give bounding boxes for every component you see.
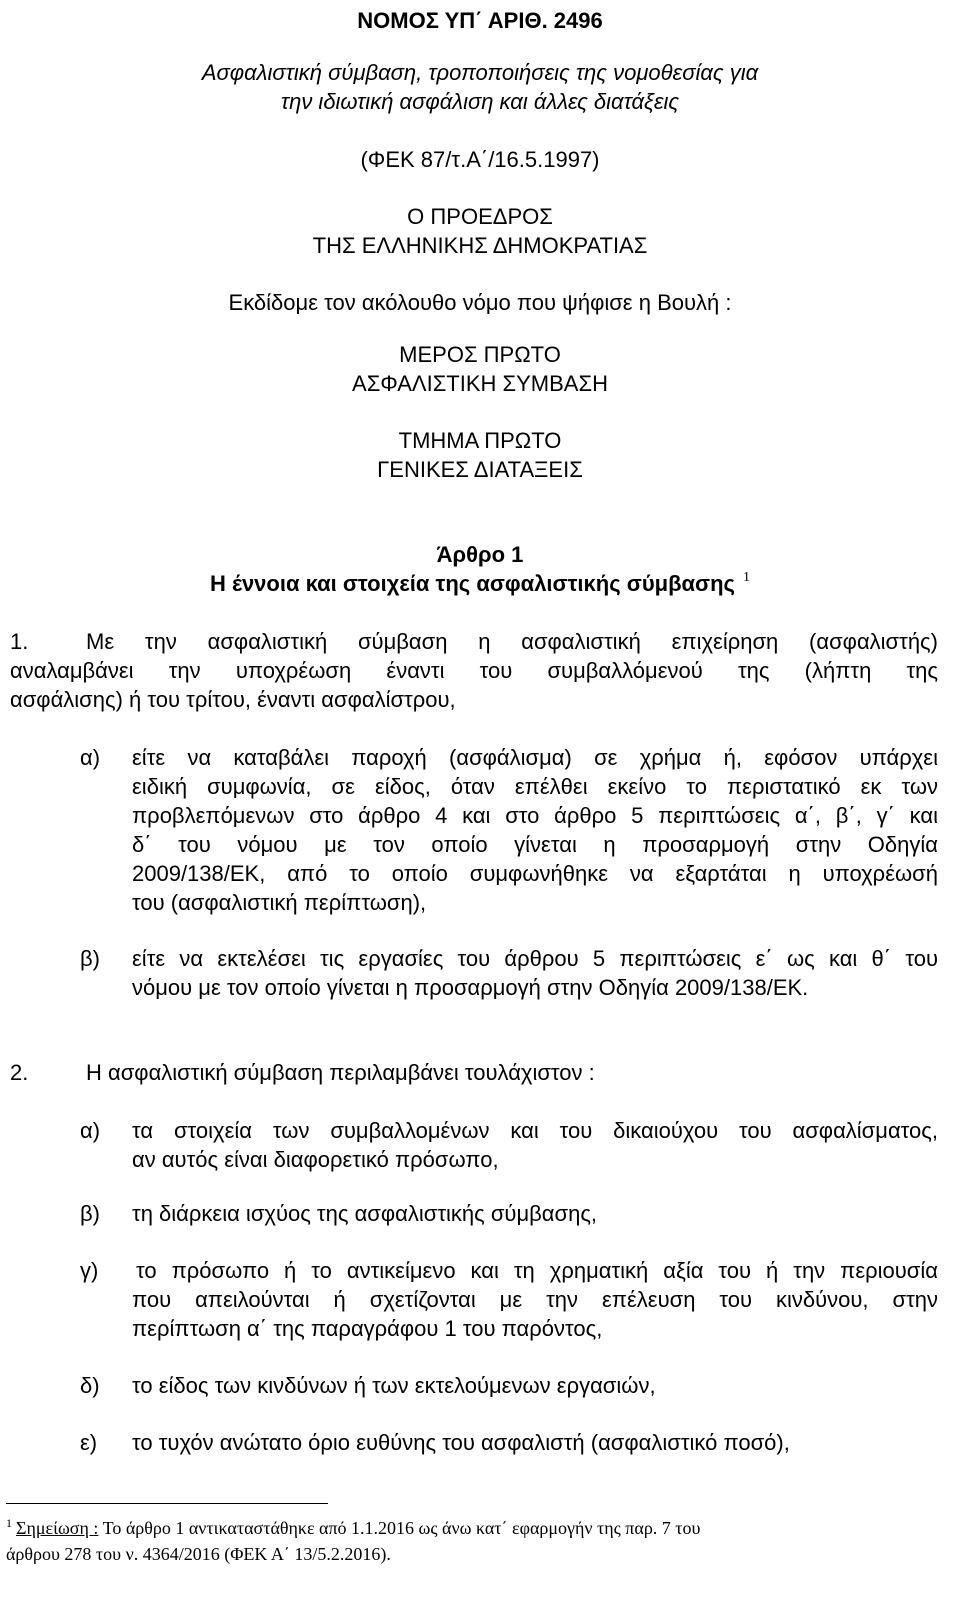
president-line1: Ο ΠΡΟΕΔΡΟΣ — [407, 204, 553, 229]
paragraph1-line1 — [10, 627, 938, 656]
p2-item-b-label: β) — [80, 1201, 100, 1226]
section-title-line1: ΤΜΗΜΑ ΠΡΩΤΟ — [398, 428, 562, 453]
paragraph2-intro: Η ασφαλιστική σύμβαση περιλαμβάνει τουλάχιστον : — [86, 1060, 595, 1085]
item-a-line5: 2009/138/ΕΚ, από το οποίο συμφωνήθηκε να εξαρτάται η υποχρέωσή — [132, 861, 938, 886]
part-title-line2: ΑΣΦΑΛΙΣΤΙΚΗ ΣΥΜΒΑΣΗ — [352, 371, 608, 396]
president-line2: ΤΗΣ ΕΛΛΗΝΙΚΗΣ ΔΗΜΟΚΡΑΤΙΑΣ — [312, 233, 648, 258]
item-a-line1: είτε να καταβάλει παροχή (ασφάλισμα) σε χρήμα ή, εφόσον υπάρχει — [132, 745, 938, 770]
item-a-line4: δ΄ του νόμου με τον οποίο γίνεται η προσαρμογή στην Οδηγία — [132, 832, 938, 857]
p2-item-d-label: δ) — [80, 1373, 100, 1398]
paragraph1-text-line3: ασφάλισης) ή του τρίτου, έναντι ασφαλίστρου, — [10, 687, 456, 712]
item-b-line2: νόμου με τον οποίο γίνεται η προσαρμογή στην Οδηγία 2009/138/ΕΚ. — [132, 975, 809, 1000]
paragraph1-number: 1. — [10, 629, 29, 654]
p2-item-e-label: ε) — [80, 1430, 98, 1455]
item-a-label: α) — [80, 745, 101, 770]
p2-item-c-line2: που απειλούνται ή σχετίζονται με την επέλευση του κινδύνου, στην — [132, 1287, 938, 1312]
item-a-line3: προβλεπόμενων στο άρθρο 4 και στο άρθρο 5 περιπτώσεις α΄, β΄, γ΄ και — [132, 803, 938, 828]
part-title-line1: ΜΕΡΟΣ ΠΡΩΤΟ — [399, 342, 561, 367]
p2-item-c-label: γ) — [80, 1258, 99, 1283]
item-b-line1: είτε να εκτελέσει τις εργασίες του άρθρου 5 περιπτώσεις ε΄ ως και θ΄ του — [132, 946, 938, 971]
p2-item-e-line1: το τυχόν ανώτατο όριο ευθύνης του ασφαλιστή (ασφαλιστικό ποσό), — [132, 1430, 790, 1455]
article-title: Άρθρο 1 — [436, 542, 524, 567]
footnote-line2: άρθρου 278 του ν. 4364/2016 (ΦΕΚ Α΄ 13/5.2.2016). — [6, 1544, 391, 1564]
law-subtitle-line1: Ασφαλιστική σύμβαση, τροποποιήσεις της νομοθεσίας για — [201, 60, 759, 85]
gazette-reference: (ΦΕΚ 87/τ.Α΄/16.5.1997) — [360, 147, 600, 172]
law-subtitle-line2: την ιδιωτική ασφάλιση και άλλες διατάξεις — [280, 89, 680, 114]
paragraph2-number: 2. — [10, 1060, 29, 1085]
p2-item-c-line3: περίπτωση α΄ της παραγράφου 1 του παρόντος, — [132, 1316, 603, 1341]
p2-item-a-label: α) — [80, 1118, 101, 1143]
footnote-number: 1 — [6, 1516, 12, 1530]
promulgation-text: Εκδίδομε τον ακόλουθο νόμο που ψήφισε η Βουλή : — [228, 290, 732, 315]
paragraph1-text-line2: αναλαμβάνει την υποχρέωση έναντι του συμβαλλόμενού της (λήπτη της — [10, 658, 938, 683]
p2-item-b-line1: τη διάρκεια ισχύος της ασφαλιστικής σύμβασης, — [132, 1201, 598, 1226]
p2-item-a-line2: αν αυτός είναι διαφορετικό πρόσωπο, — [132, 1147, 499, 1172]
p2-item-a-line1: τα στοιχεία των συμβαλλομένων και του δικαιούχου του ασφαλίσματος, — [132, 1118, 938, 1143]
paragraph1-text-line1: Με την ασφαλιστική σύμβαση η ασφαλιστική επιχείρηση (ασφαλιστής) — [86, 629, 938, 654]
law-number: ΝΟΜΟΣ ΥΠ΄ ΑΡΙΘ. 2496 — [357, 8, 603, 33]
footnote-label: Σημείωση : — [16, 1518, 99, 1538]
section-title-line2: ΓΕΝΙΚΕΣ ΔΙΑΤΑΞΕΙΣ — [377, 457, 583, 482]
p2-item-d-line1: το είδος των κινδύνων ή των εκτελούμενων εργασιών, — [132, 1373, 656, 1398]
item-b-label: β) — [80, 946, 100, 971]
footnote-reference: 1 — [742, 570, 750, 585]
footnote-line1 — [6, 1516, 700, 1542]
article-subtitle: Η έννοια και στοιχεία της ασφαλιστικής σύμβασης — [210, 571, 735, 596]
p2-item-c-line1: το πρόσωπο ή το αντικείμενο και τη χρηματική αξία του ή την περιουσία — [136, 1258, 938, 1283]
footnote-text-line1: Το άρθρο 1 αντικαταστάθηκε από 1.1.2016 ως άνω κατ΄ εφαρμογήν της παρ. 7 του — [98, 1518, 701, 1538]
item-a-line2: ειδική συμφωνία, σε είδος, όταν επέλθει εκείνο το περιστατικό εκ των — [132, 774, 938, 799]
item-a-line6: του (ασφαλιστική περίπτωση), — [132, 890, 427, 915]
article-subtitle-row — [0, 569, 960, 602]
footnote-separator — [6, 1503, 328, 1504]
